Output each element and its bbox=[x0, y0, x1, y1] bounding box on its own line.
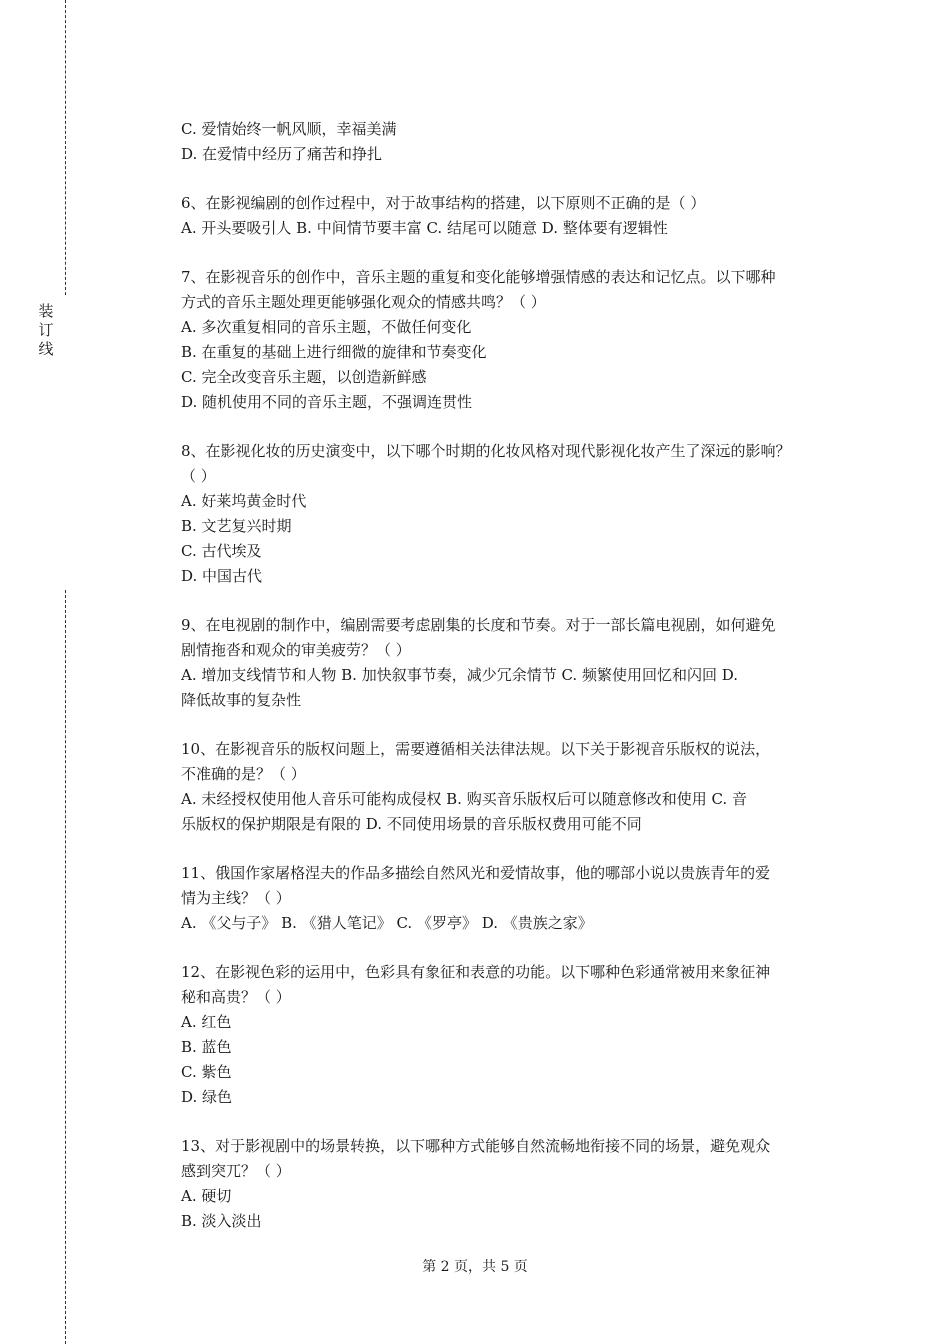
binding-char: 订 bbox=[38, 321, 54, 339]
option-line: D. 在爱情中经历了痛苦和挣扎 bbox=[181, 145, 383, 163]
binding-char: 装 bbox=[38, 302, 54, 320]
option-line: 降低故事的复杂性 bbox=[181, 691, 302, 709]
question-stem: 11、俄国作家屠格涅夫的作品多描绘自然风光和爱情故事，他的哪部小说以贵族青年的爱 bbox=[181, 864, 771, 882]
option-line: B. 淡入淡出 bbox=[181, 1212, 262, 1230]
question-stem: 6、在影视编剧的创作过程中，对于故事结构的搭建，以下原则不正确的是（ ） bbox=[181, 194, 706, 212]
question-stem: 10、在影视音乐的版权问题上，需要遵循相关法律法规。以下关于影视音乐版权的说法， bbox=[181, 740, 771, 758]
option-line: B. 文艺复兴时期 bbox=[181, 517, 292, 535]
question-stem: 感到突兀？（ ） bbox=[181, 1162, 291, 1180]
question-stem: 7、在影视音乐的创作中，音乐主题的重复和变化能够增强情感的表达和记忆点。以下哪种 bbox=[181, 268, 776, 286]
option-line: C. 紫色 bbox=[181, 1063, 232, 1081]
option-line: A. 开头要吸引人 B. 中间情节要丰富 C. 结尾可以随意 D. 整体要有逻辑性 bbox=[181, 219, 668, 237]
option-line: A. 好莱坞黄金时代 bbox=[181, 492, 307, 510]
option-line: 乐版权的保护期限是有限的 D. 不同使用场景的音乐版权费用可能不同 bbox=[181, 815, 642, 833]
option-line: A. 多次重复相同的音乐主题，不做任何变化 bbox=[181, 318, 472, 336]
option-line: C. 古代埃及 bbox=[181, 542, 262, 560]
option-line: A. 未经授权使用他人音乐可能构成侵权 B. 购买音乐版权后可以随意修改和使用 C. 音 bbox=[181, 790, 747, 808]
option-line: B. 蓝色 bbox=[181, 1038, 232, 1056]
option-line: A. 增加支线情节和人物 B. 加快叙事节奏，减少冗余情节 C. 频繁使用回忆和闪回 D. bbox=[181, 666, 738, 684]
option-line: A. 《父与子》 B. 《猎人笔记》 C. 《罗亭》 D. 《贵族之家》 bbox=[181, 914, 593, 932]
option-line: C. 完全改变音乐主题，以创造新鲜感 bbox=[181, 368, 427, 386]
question-content bbox=[181, 117, 841, 1234]
question-stem: 8、在影视化妆的历史演变中，以下哪个时期的化妆风格对现代影视化妆产生了深远的影响？ bbox=[181, 442, 791, 460]
question-stem: （ ） bbox=[181, 467, 216, 485]
option-line: D. 随机使用不同的音乐主题，不强调连贯性 bbox=[181, 393, 473, 411]
question-stem: 秘和高贵？（ ） bbox=[181, 988, 291, 1006]
binding-char: 线 bbox=[38, 340, 54, 358]
binding-dashed-line-top bbox=[65, 0, 66, 295]
question-stem: 13、对于影视剧中的场景转换，以下哪种方式能够自然流畅地衔接不同的场景，避免观众 bbox=[181, 1137, 771, 1155]
page-footer: 第 2 页，共 5 页 bbox=[422, 1259, 528, 1275]
binding-line-label bbox=[36, 302, 56, 359]
question-stem: 9、在电视剧的制作中，编剧需要考虑剧集的长度和节奏。对于一部长篇电视剧，如何避免 bbox=[181, 616, 776, 634]
option-line: A. 硬切 bbox=[181, 1187, 232, 1205]
option-line: C. 爱情始终一帆风顺，幸福美满 bbox=[181, 120, 397, 138]
binding-dashed-line-bottom bbox=[65, 590, 66, 1344]
option-line: D. 绿色 bbox=[181, 1088, 233, 1106]
question-stem: 不准确的是？（ ） bbox=[181, 765, 306, 783]
question-stem: 情为主线？（ ） bbox=[181, 889, 291, 907]
option-line: B. 在重复的基础上进行细微的旋律和节奏变化 bbox=[181, 343, 487, 361]
option-line: A. 红色 bbox=[181, 1013, 232, 1031]
question-stem: 方式的音乐主题处理更能够强化观众的情感共鸣？（ ） bbox=[181, 293, 546, 311]
question-stem: 12、在影视色彩的运用中，色彩具有象征和表意的功能。以下哪种色彩通常被用来象征神 bbox=[181, 963, 771, 981]
option-line: D. 中国古代 bbox=[181, 567, 263, 585]
question-stem: 剧情拖沓和观众的审美疲劳？（ ） bbox=[181, 641, 411, 659]
